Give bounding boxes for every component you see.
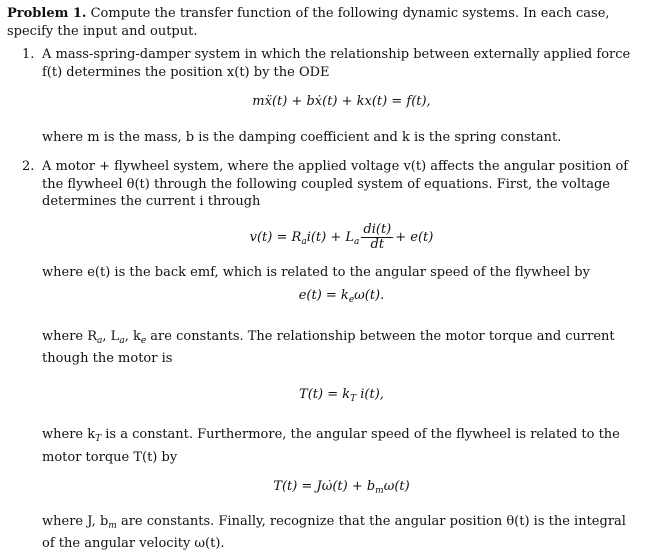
item2-back-emf-text: where e(t) is the back emf, which is related to the angular speed of the flywheel by: [42, 264, 590, 280]
list-item-1: [7, 46, 641, 146]
item1-intro: A mass-spring-damper system in which the relationship between externally applied force f(t) determines the position x(t) by the ODE: [42, 47, 631, 80]
list-number-2: 2.: [22, 159, 35, 174]
item1-ode: mẍ(t) + bẋ(t) + kx(t) = f(t),: [252, 94, 431, 109]
problem-statement: Compute the transfer function of the following dynamic systems. In each case, specify the input and output.: [7, 6, 610, 39]
item2-intro: A motor + flywheel system, where the applied voltage v(t) affects the angular position of the flywheel θ(t) through the following coupled system of equations. First, the voltage determines the current i through: [42, 159, 629, 209]
list-number-1: 1.: [22, 47, 35, 62]
derivative-fraction: $\frac{di(t)}{dt}$: [363, 221, 392, 252]
item2-voltage-equation: $v(t) = R_ai(t) + L_a$ $\frac{di(t)}{dt}$ + e(t): [249, 221, 434, 252]
problem-label: Problem 1.: [7, 6, 87, 21]
item2-torque-equation: $T(t) = k_T$ i(t),: [299, 386, 384, 404]
item2-back-emf-equation: $e(t) = k_e\omega(t)$.: [298, 288, 385, 305]
list-item-2: [7, 158, 641, 553]
item1-definitions: where m is the mass, b is the damping coefficient and k is the spring constant.: [42, 129, 562, 145]
item2-final-text: where J, $b_m$ are constants. Finally, recognize that the angular position θ(t) is the integral of the angular velocity ω(t).: [42, 513, 626, 551]
item2-flywheel-equation: T(t) = Jω̇(t) + $b_m\omega(t)$: [273, 479, 410, 496]
problem-header: [7, 5, 641, 40]
item2-constants-text: where $R_a$, $L_a$, $k_e$ are constants. The relationship between the motor torque and current though the motor is: [42, 328, 615, 366]
item2-torque-text: where $k_T$ is a constant. Furthermore, the angular speed of the flywheel is related to the motor torque T(t) by: [42, 427, 620, 465]
